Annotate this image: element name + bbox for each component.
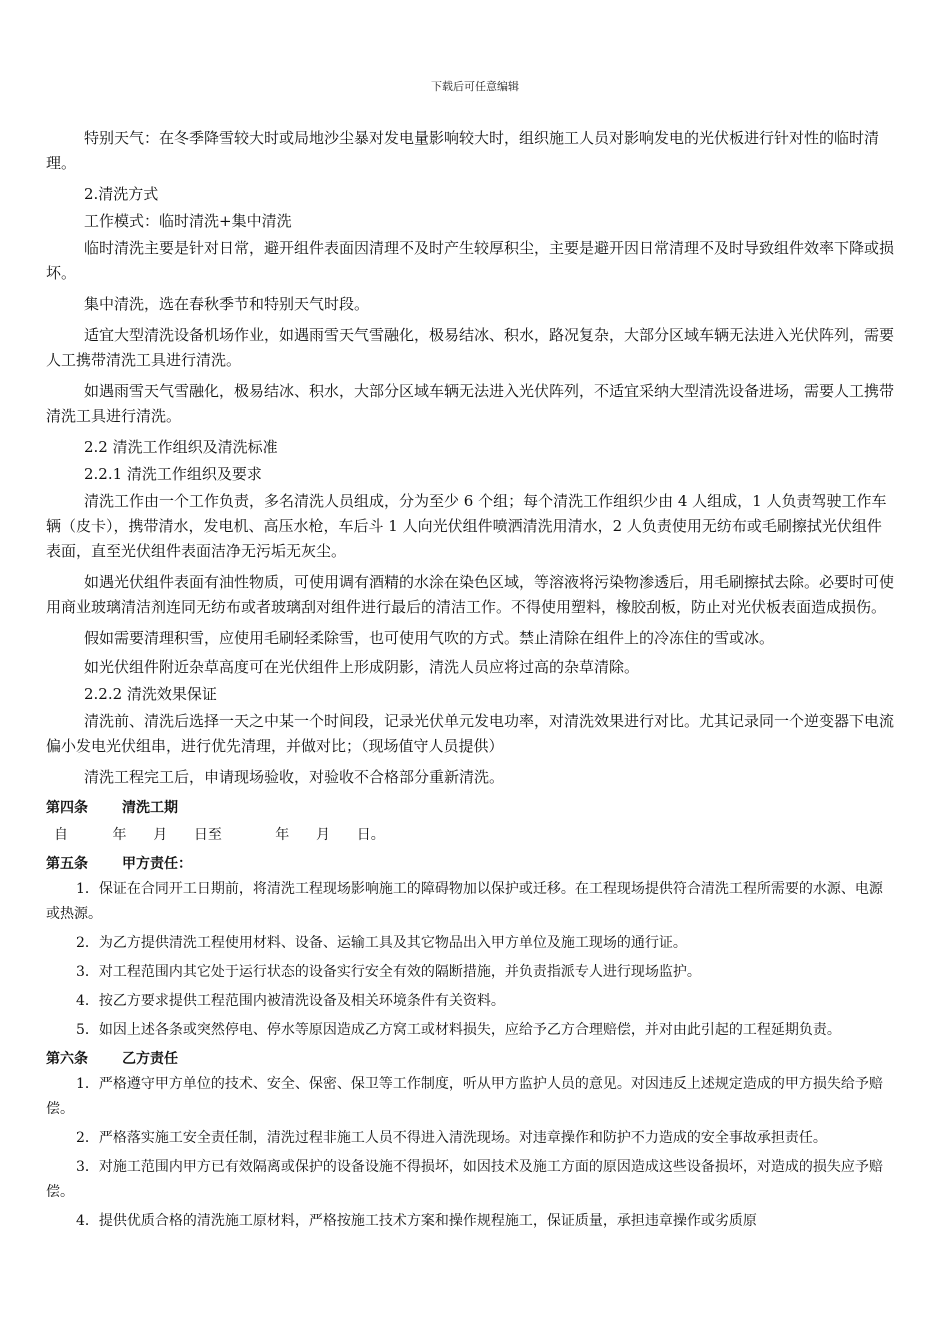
paragraph: 特别天气：在冬季降雪较大时或局地沙尘暴对发电量影响较大时，组织施工人员对影响发电的光伏板进行针对性的临时清理。 [46, 129, 880, 172]
list-item: 4．提供优质合格的清洗施工原材料，严格按施工技术方案和操作规程施工，保证质量，承担违章操作或劣质原 [76, 1213, 757, 1229]
article-number: 第六条 [46, 1051, 88, 1067]
section-heading: 2.2.2 清洗效果保证 [84, 685, 217, 703]
paragraph: 工作模式：临时清洗+集中清洗 [84, 212, 292, 230]
section-heading: 2.清洗方式 [84, 185, 159, 203]
paragraph: 适宜大型清洗设备机场作业，如遇雨雪天气雪融化，极易结冰、积水，路况复杂，大部分区域车辆无法进入光伏阵列，需要人工携带清洗工具进行清洗。 [46, 326, 895, 369]
page-header: 下载后可任意编辑 [431, 80, 519, 93]
paragraph: 如遇雨雪天气雪融化，极易结冰、积水，大部分区域车辆无法进入光伏阵列，不适宜采纳大型清洗设备进场，需要人工携带清洗工具进行清洗。 [46, 382, 895, 425]
document-body [46, 126, 896, 1238]
paragraph: 清洗工作由一个工作负责，多名清洗人员组成，分为至少 6 个组；每个清洗工作组织少由 4 人组成，1 人负责驾驶工作车辆（皮卡），携带清水，发电机、高压水枪，车后斗 1 人向光伏组件喷洒清洗用清水，2 人负责使用无纺布或毛刷擦拭光伏组件表面，直至光伏组件表面洁净无污垢无灰尘。 [46, 492, 887, 560]
article-4-heading [46, 796, 896, 821]
list-item: 2．严格落实施工安全责任制，清洗过程非施工人员不得进入清洗现场。对违章操作和防护不力造成的安全事故承担责任。 [76, 1130, 827, 1146]
article-title: 乙方责任 [122, 1051, 178, 1067]
list-item: 3．对施工范围内甲方已有效隔离或保护的设备设施不得损坏，如因技术及施工方面的原因造成这些设备损坏，对造成的损失应予赔偿。 [46, 1159, 883, 1200]
paragraph: 临时清洗主要是针对日常，避开组件表面因清理不及时产生较厚积尘，主要是避开因日常清理不及时导致组件效率下降或损坏。 [46, 239, 895, 282]
paragraph: 如遇光伏组件表面有油性物质，可使用调有酒精的水涂在染色区域，等溶液将污染物渗透后，用毛刷擦拭去除。必要时可使用商业玻璃清洁剂连同无纺布或者玻璃刮对组件进行最后的清洁工作。不得使用塑料，橡胶刮板，防止对光伏板表面造成损伤。 [46, 573, 895, 616]
list-item: 1．保证在合同开工日期前，将清洗工程现场影响施工的障碍物加以保护或迁移。在工程现场提供符合清洗工程所需要的水源、电源或热源。 [46, 881, 883, 922]
paragraph: 清洗前、清洗后选择一天之中某一个时间段，记录光伏单元发电功率，对清洗效果进行对比。尤其记录同一个逆变器下电流偏小发电光伏组串，进行优先清理，并做对比；（现场值守人员提供） [46, 712, 895, 755]
article-6-heading [46, 1047, 896, 1072]
list-item: 5．如因上述各条或突然停电、停水等原因造成乙方窝工或材料损失，应给予乙方合理赔偿，并对由此引起的工程延期负责。 [76, 1022, 841, 1038]
article-5-heading [46, 852, 896, 877]
construction-period: 自 年 月 日至 年 月 日。 [54, 827, 385, 843]
list-item: 4．按乙方要求提供工程范围内被清洗设备及相关环境条件有关资料。 [76, 993, 505, 1009]
article-title: 清洗工期 [122, 800, 178, 816]
paragraph: 如光伏组件附近杂草高度可在光伏组件上形成阴影，清洗人员应将过高的杂草清除。 [84, 658, 640, 676]
section-heading: 2.2 清洗工作组织及清洗标准 [84, 438, 278, 456]
section-heading: 2.2.1 清洗工作组织及要求 [84, 465, 262, 483]
list-item: 2．为乙方提供清洗工程使用材料、设备、运输工具及其它物品出入甲方单位及施工现场的通行证。 [76, 935, 687, 951]
list-item: 1．严格遵守甲方单位的技术、安全、保密、保卫等工作制度，听从甲方监护人员的意见。对因违反上述规定造成的甲方损失给予赔偿。 [46, 1076, 883, 1117]
article-number: 第五条 [46, 856, 88, 872]
paragraph: 假如需要清理积雪，应使用毛刷轻柔除雪，也可使用气吹的方式。禁止清除在组件上的冷冻住的雪或冰。 [84, 629, 775, 647]
article-title: 甲方责任： [122, 856, 192, 872]
list-item: 3．对工程范围内其它处于运行状态的设备实行安全有效的隔断措施，并负责指派专人进行现场监护。 [76, 964, 701, 980]
paragraph: 集中清洗，选在春秋季节和特别天气时段。 [84, 295, 370, 313]
article-number: 第四条 [46, 800, 88, 816]
paragraph: 清洗工程完工后，申请现场验收，对验收不合格部分重新清洗。 [84, 768, 505, 786]
